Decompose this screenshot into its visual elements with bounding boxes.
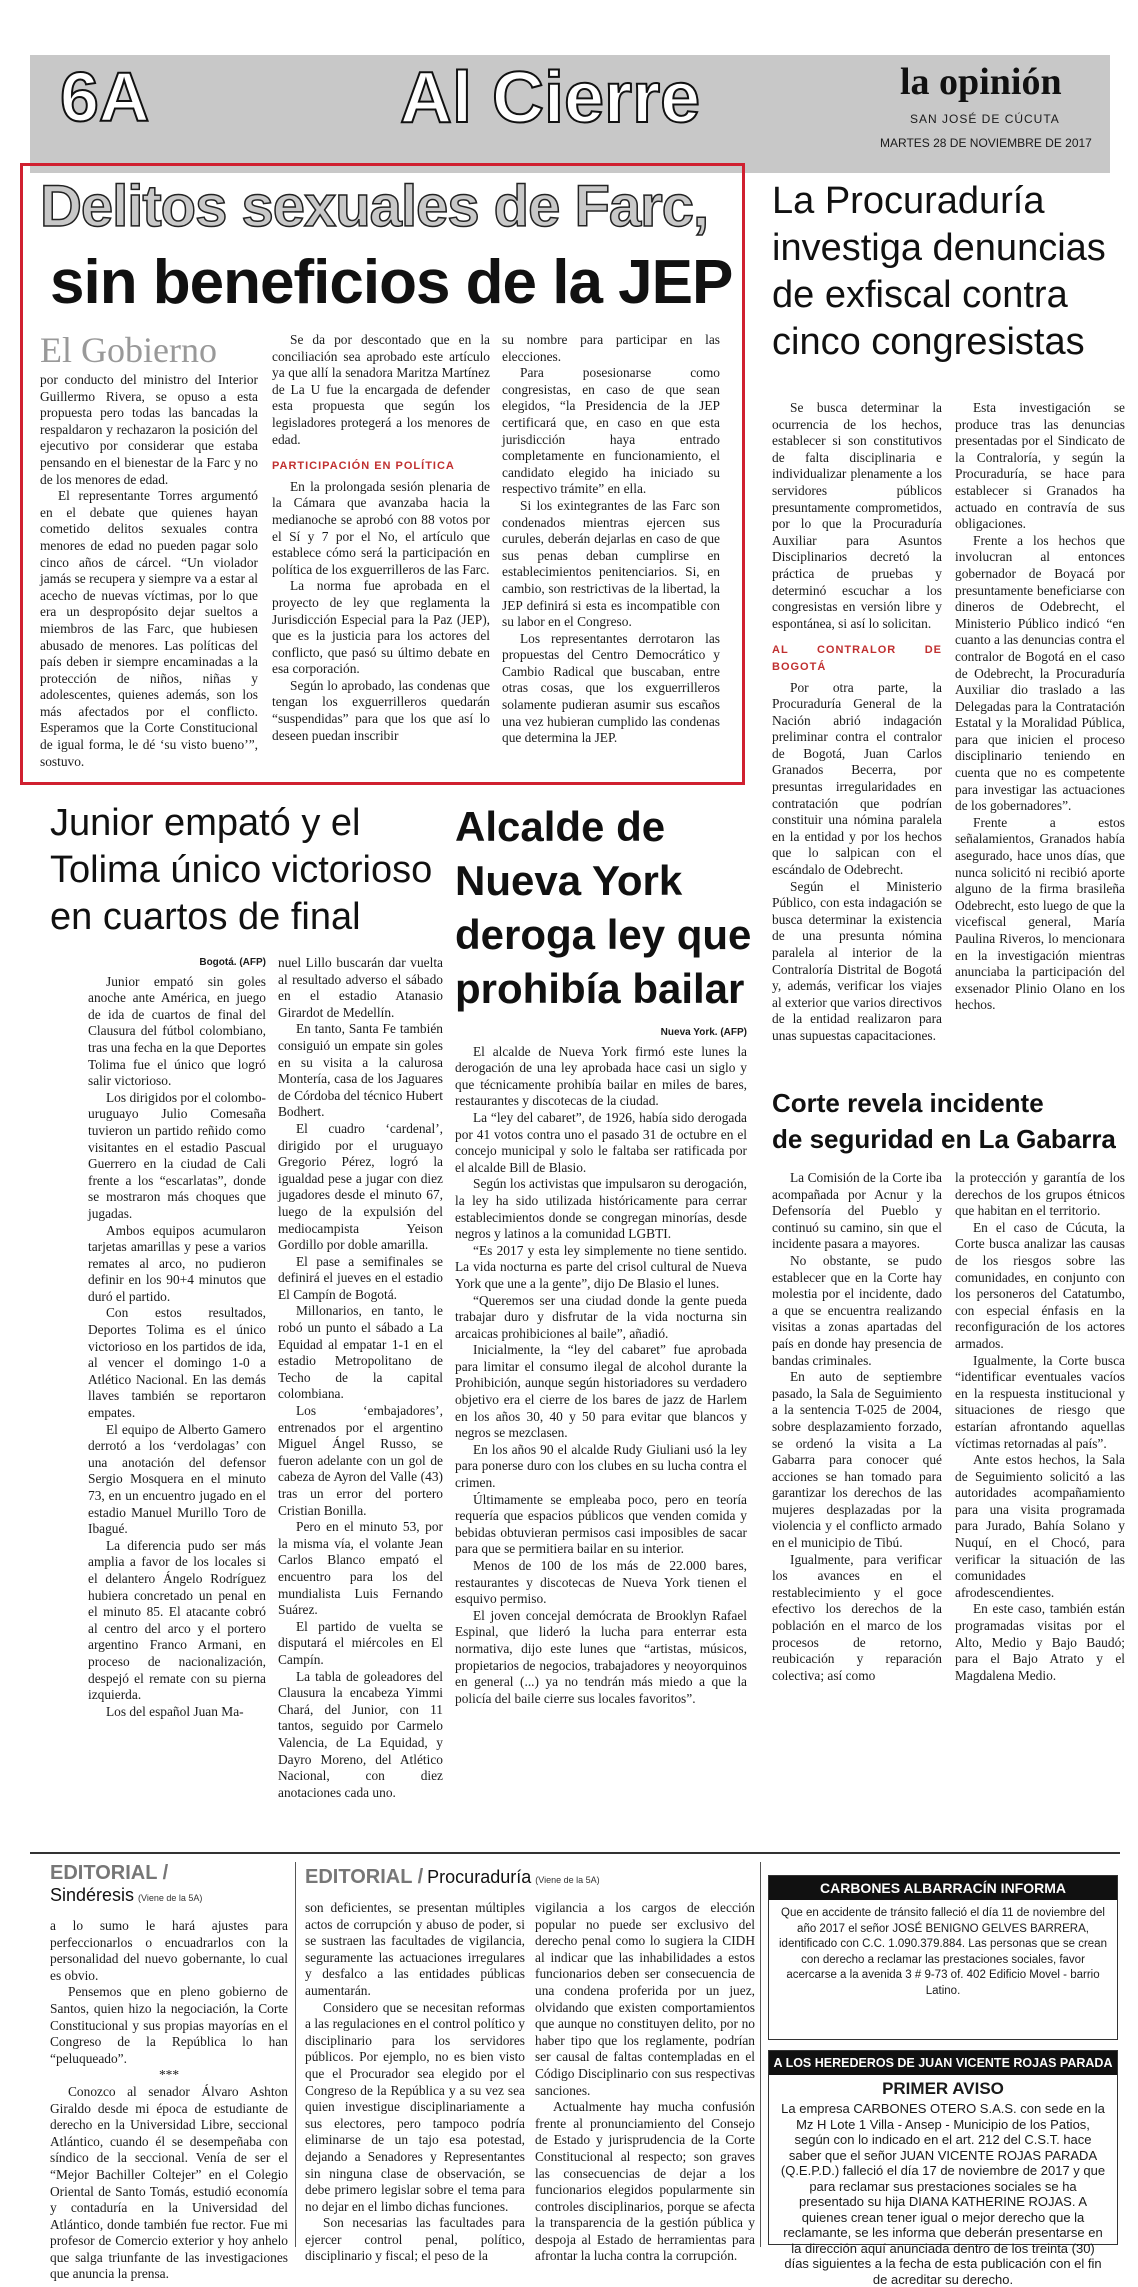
paragraph: En el caso de Cúcuta, la Corte busca analizar las causas de los riesgos sobre las comunidades, en conjunto con los personeros del Catatumbo, con especial énfasis en la reconfiguración de los actores armados. — [955, 1219, 1125, 1351]
paragraph: Los representantes derrotaron las propuestas del Centro Democrático y Cambio Radical que buscaban, entre otras cosas, que los exguerrilleros solamente pudieran asumir sus escaños una vez hubieran cumplido las condenas que determina la JEP. — [502, 630, 720, 746]
paragraph: Los del español Juan Ma- — [106, 1703, 244, 1719]
headline-line: de seguridad en La Gabarra — [772, 1124, 1116, 1154]
paragraph: Frente a los hechos que involucran al entonces gobernador de Boyacá por presuntamente beneficiarse con dineros de Odebrecht, el Ministerio Público indicó “en cuanto a las denuncias contra el contralor de Bogotá en el caso de Odebrecht, la Procuraduría Auxiliar dio traslado a las Delegadas para la Contratación Estatal y la Moralidad Pública, para que inicien el proceso disciplinario teniendo en cuenta que no es competente para investigar las actuaciones de los gobernadores”. — [955, 532, 1125, 814]
notice-title: PRIMER AVISO — [882, 2079, 1004, 2098]
headline-line: Junior empató y el — [50, 802, 361, 844]
paragraph: vigilancia a los cargos de elección popular no puede ser exclusivo del derecho penal como lo sugiera la CIDH al indicar que las inhabilidades a estos funcionarios deben ser consecuencia de una condena proferida por un juez, olvidando que existen comportamientos que aunque no constituyen delito, por no haber tipo que los reglamente, podrían ser causal de faltas contempladas en el Código Disciplinario con sus respectivas sanciones. — [535, 1900, 755, 2098]
paragraph: En la prolongada sesión plenaria de la Cámara que avanzaba hacia la medianoche se aprobó con 88 votos por el Sí y 7 por el No, el artículo que establece cómo será la participación en política de los exguerrilleros de las Farc. — [272, 478, 490, 577]
paragraph: En este caso, también están programadas visitas por el Alto, Medio y Bajo Baudó; para el Bajo Atrato y el Magdalena Medio. — [955, 1601, 1125, 1683]
editorial-procuraduria-column-1 — [305, 1900, 525, 2265]
newspaper-logo: la opinión — [900, 61, 1062, 103]
paragraph: El alcalde de Nueva York firmó este lunes la derogación de una ley aprobada hace casi un siglo y que técnicamente prohibía bailar en miles de bares, restaurantes y discotecas de la ciudad. — [455, 1043, 747, 1109]
paragraph: En los años 90 el alcalde Rudy Giuliani usó la ley para ponerse duro con los clubes en su lucha contra el crimen. — [455, 1441, 747, 1491]
junior-column-2 — [278, 955, 443, 1801]
editorial-sinderesis-header — [50, 1862, 290, 1906]
editorial-procuraduria-header — [305, 1866, 755, 1889]
carbones-albarracin-notice — [768, 1875, 1118, 2040]
paragraph: Para posesionarse como congresistas, en caso de que sean elegidos, “la Presidencia de la JEP certificará que, en caso en que esta jurisdicción haya entrado completamente en funcionamiento, el candidato elegido ha iniciado su respectivo trámite” en ella. — [502, 365, 720, 497]
headline-line: La Procuraduría — [772, 180, 1045, 222]
headline-line: Corte revela incidente — [772, 1088, 1044, 1118]
farc-headline-line2: sin beneficios de la JEP — [50, 248, 733, 317]
paragraph: Pero en el minuto 53, por la misma vía, el volante Jean Carlos Blanco empató el encuentro para los del mundialista Luis Fernando Suárez. — [278, 1519, 443, 1618]
paragraph: La tabla de goleadores del Clausura la encabeza Yimmi Chará, del Junior, con 11 tantos, seguido por Carmelo Valencia, de La Equidad, y Dayro Moreno, del Atlético Nacional, con diez anotaciones cada uno. — [278, 1668, 443, 1800]
section-title: Al Cierre — [400, 58, 701, 138]
paragraph: El cuadro ‘cardenal’, dirigido por el uruguayo Gregorio Pérez, logró la igualdad pese a jugar con diez jugadores desde el minuto 67, luego de la expulsión del mediocampista Yeison Gordillo por doble amarilla. — [278, 1120, 443, 1253]
paragraph: su nombre para participar en las elecciones. — [502, 332, 720, 364]
headline-line: Nueva York — [455, 857, 683, 904]
editorial-label: EDITORIAL / — [305, 1866, 424, 1888]
headline-line: deroga ley que — [455, 911, 752, 958]
paragraph: Los dirigidos por el colombo-uruguayo Julio Comesaña tuvieron un partido reñido como visitantes en el estadio Pascual Guerrero en la ciudad de Cali frente a los “escarlatas”, donde se mostraron más choques que jugadas. — [88, 1089, 266, 1221]
headline-line: Alcalde de — [455, 803, 666, 850]
paragraph: No obstante, se pudo establecer que en la Corte hay molestia por el incidente, dado a que se encuentra realizando visitas a zonas apartadas del país en donde hay presencia de bandas criminales. — [772, 1252, 942, 1368]
paragraph: Son necesarias las facultades para ejercer control penal, político, disciplinario y fiscal; el peso de la — [305, 2215, 525, 2264]
junior-headline — [50, 800, 450, 941]
notice-heading: A LOS HEREDEROS DE JUAN VICENTE ROJAS PARADA — [769, 2051, 1117, 2075]
headline-line: investiga denuncias — [772, 227, 1106, 269]
headline-line: Tolima único victorioso — [50, 849, 433, 891]
paragraph: La Comisión de la Corte iba acompañada por Acnur y la Defensoría del Pueblo y continuó su camino, sin que el incidente pasara a mayores. — [772, 1170, 942, 1252]
continued-note: (Viene de la 5A) — [138, 1893, 203, 1903]
paragraph: Se busca determinar la ocurrencia de los hechos, establecer si son constitutivos de falta disciplinaria e individualizar plenamente a los servidores públicos presuntamente comprometidos, por lo que la Procuraduría Auxiliar para Asuntos Disciplinarios decretó la práctica de pruebas y determinó escuchar a los congresistas en versión libre y espontánea, si así lo solicitan. — [772, 400, 942, 631]
paragraph: La diferencia pudo ser más amplia a favor de los locales si el delantero Ángelo Rodríguez hubiera concretado un penal en el minuto 85. El atacante cobró al centro del arco y el portero argentino Franco Armani, en proceso de nacionalización, despejó el remate con su pierna izquierda. — [88, 1537, 266, 1703]
paragraph: Ambos equipos acumularon tarjetas amarillas y pese a varios remates al arco, no pudieron definir en los 90+4 minutos que duró el partido. — [88, 1222, 266, 1304]
paragraph: Si los exintegrantes de las Farc son condenados mientras ejercen sus curules, deberán dejarlas en caso de que sus penas deban cumplirse en establecimientos penitenciarios. Si, en cambio, son restrictivas de la libertad, la JEP definirá si esta es incompatible con su labor en el Congreso. — [502, 497, 720, 630]
junior-column-1 — [88, 955, 266, 1720]
paragraph: La “ley del cabaret”, de 1926, había sido derogada por 41 votos contra uno el pasado 31 de octubre en el concejo municipal y solo le faltaba ser ratificada por el alcalde Bill de Blasio. — [455, 1109, 747, 1175]
paragraph: El equipo de Alberto Gamero derrotó a los ‘verdolagas’ con una anotación del defensor Sergio Mosquera en el minuto 73, en un encuentro jugado en el estadio Manuel Murillo Toro de Ibagué. — [88, 1421, 266, 1537]
paragraph: Frente a estos señalamientos, Granados había asegurado, hace unos días, que nunca solicitó ni recibió aporte alguno de la firma brasileña Odebrecht, esto luego de que la vicefiscal general, María Paulina Riveros, lo mencionara en la investigación mientras anunciaba la participación del exsenador Plinio Olano en los hechos. — [955, 814, 1125, 1013]
masthead-city: SAN JOSÉ DE CÚCUTA — [910, 112, 1060, 126]
paragraph: Igualmente, la Corte busca “identificar eventuales vacíos en la respuesta institucional y situaciones de riesgo que estarían afrontando aquellas víctimas retornadas al país”. — [955, 1352, 1125, 1451]
procuraduria-column-2 — [955, 400, 1125, 1014]
section-divider — [30, 1852, 1120, 1854]
paragraph: Millonarios, en tanto, le robó un punto el sábado a La Equidad al empatar 1-1 en el estadio Metropolitano de Techo de la capital colombiana. — [278, 1303, 443, 1402]
notice-body: Que en accidente de tránsito falleció el día 11 de noviembre del año 2017 el señor JOSÉ BENIGNO GELVES BARRERA, identificado con C.C. 1.090.379.884. Las personas que se crean con derecho a reclamar las prestaciones sociales, favor acercarse a la avenida 3 # 9-73 of. 402 Edificio Movel - barrio Latino. — [779, 1907, 1107, 1997]
headline-line: cinco congresistas — [772, 321, 1085, 363]
headline-line: en cuartos de final — [50, 896, 361, 938]
paragraph: “Queremos ser una ciudad donde la gente pueda trabajar duro y disfrutar de la vida nocturna sin arcaicas prohibiciones al baile”, añadió. — [455, 1292, 747, 1341]
paragraph: El representante Torres argumentó en el debate que quienes hayan cometido delitos sexuales contra menores de edad no pueden pagar solo cinco años de cárcel. “Un violador jamás se recupera y siempre va a estar al acecho de nuevas víctimas, por lo que era un despropósito dejar sueltos a miembros de las Farc, que hubiesen abusado de menores. Las políticas del país deben ir siempre encaminadas a la protección de niños, niñas y adolescentes, quienes además, son los más afectados por el conflicto. Esperamos que la Corte Constitucional de igual forma, le dé ‘su visto bueno’”, sostuvo. — [40, 488, 258, 769]
column-divider — [760, 1862, 761, 2247]
junior-dateline: Bogotá. (AFP) — [199, 957, 266, 968]
farc-headline-line1: Delitos sexuales de Farc, — [40, 174, 709, 239]
editorial-label: EDITORIAL / — [50, 1862, 169, 1884]
headline-line: de exfiscal contra — [772, 274, 1068, 316]
editorial-title: Sindéresis — [50, 1885, 135, 1905]
page-number: 6A — [60, 58, 150, 136]
editorial-sinderesis-body — [50, 1918, 288, 2283]
paragraph: Esta investigación se produce tras las denuncias presentadas por el Sindicato de la Contraloría, y según la Procuraduría, se hace para establecer si Granados ha actuado en contravía de sus obligaciones. — [955, 400, 1125, 532]
column-divider — [295, 1862, 296, 2247]
paragraph: El pase a semifinales se definirá el jueves en el estadio El Campín de Bogotá. — [278, 1253, 443, 1302]
paragraph: El partido de vuelta se disputará el miércoles en El Campín. — [278, 1618, 443, 1667]
headline-line: prohibía bailar — [455, 965, 745, 1012]
paragraph: Según lo aprobado, las condenas que tengan los exguerrilleros quedarán “suspendidas” para que los que así lo deseen puedan inscribir — [272, 677, 490, 743]
farc-column-3 — [502, 332, 720, 747]
paragraph: Según los activistas que impulsaron su derogación, la ley ha sido utilizada históricamente para cerrar establecimientos donde se congregan minorías, desde negros y latinos a la comunidad LGBTI. — [455, 1176, 747, 1242]
paragraph: nuel Lillo buscarán dar vuelta al resultado adverso el sábado en el estadio Atanasio Girardot de Medellín. — [278, 955, 443, 1020]
farc-kicker: El Gobierno — [40, 330, 217, 370]
farc-column-2 — [272, 332, 490, 744]
paragraph: la protección y garantía de los derechos de los grupos étnicos que habitan en el territorio. — [955, 1170, 1125, 1219]
gabarra-column-2 — [955, 1170, 1125, 1684]
masthead-date: MARTES 28 DE NOVIEMBRE DE 2017 — [880, 136, 1092, 150]
paragraph: Conozco al senador Álvaro Ashton Giraldo desde mi época de estudiante de derecho en la Universidad Libre, seccional Atlántico, cuando él se desempeñaba con síndico de la seccional. Venía de ser el “Mejor Bachiller Coltejer” en el Colegio Oriental de Santo Tomás, estudió economía y contaduría en la Universidad del Atlántico, donde también fue rector. Fue mi profesor de Comercio exterior y hoy anhelo que salga triunfante de las investigaciones que anuncia la prensa. — [50, 2083, 288, 2282]
paragraph: En tanto, Santa Fe también consiguió un empate sin goles en su visita a la calurosa Montería, casa de los Jaguares de Córdoba del técnico Hubert Bodhert. — [278, 1021, 443, 1120]
notice-title: CARBONES ALBARRACÍN INFORMA — [769, 1876, 1117, 1900]
paragraph: Junior empató sin goles anoche ante América, en juego de ida de cuartos de final del Clausura del fútbol colombiano, tras una fecha en la que Deportes Tolima fue el único que logró salir victorioso. — [88, 973, 266, 1089]
paragraph: son deficientes, se presentan múltiples actos de corrupción y abuso de poder, si se sustraen las facultades de vigilancia, seguramente las actuaciones irregulares y desfalco a las entidades públicas aumentarán. — [305, 1900, 525, 1998]
paragraph: Pensemos que en pleno gobierno de Santos, quien hizo la negociación, la Corte Constitucional y sus propias mayorías en el Congreso de la República lo han “peluqueado”. — [50, 1984, 288, 2066]
editorial-procuraduria-column-2 — [535, 1900, 755, 2265]
procuraduria-headline — [772, 178, 1122, 366]
paragraph: Por otra parte, la Procuraduría General de la Nación abrió indagación preliminar contra el contralor de Bogotá, Juan Carlos Granados Becerra, por presuntas irregularidades en contratación que podrían constituir una nómina paralela en la entidad y por los hechos que lo salpican con el escándalo de Odebrecht. — [772, 679, 942, 878]
nyc-dateline: Nueva York. (AFP) — [660, 1027, 747, 1038]
continued-note: (Viene de la 5A) — [535, 1875, 600, 1885]
carbones-otero-notice — [768, 2050, 1118, 2287]
paragraph: Los ‘embajadores’, entrenados por el argentino Miguel Ángel Russo, se fueron adelante con un gol de cabeza de Ayron del Valle (43) tras un error del portero Cristian Bonilla. — [278, 1403, 443, 1518]
paragraph: por conducto del ministro del Interior Guillermo Rivera, se opuso a esta propuesta pero todas las bancadas la respaldaron y rechazaron la posición del ejecutivo por considerar que estaba pensando en el bienestar de la Farc y no de los menores de edad. — [40, 372, 258, 487]
paragraph: Se da por descontado que en la conciliación sea aprobado este artículo ya que allí la senadora Maritza Martínez de La U fue la encargada de defender esta propuesta que según los legisladores protegerá a los menores de edad. — [272, 332, 490, 447]
paragraph: Igualmente, para verificar los avances en el restablecimiento y el goce efectivo los derechos de la población en el marco de los procesos de retorno, reubicación y reparación colectiva; así como — [772, 1551, 942, 1683]
paragraph: a lo sumo le hará ajustes para perfeccionarlos o encuadrarlos con la personalidad del nuevo gobernante, lo cual es obvio. — [50, 1918, 288, 1983]
nyc-headline — [455, 800, 755, 1016]
editorial-title: Procuraduría — [427, 1867, 532, 1887]
paragraph: “Es 2017 y esta ley simplemente no tiene sentido. La vida nocturna es parte del crisol cultural de Nueva York que une a la gente”, dijo De Blasio el lunes. — [455, 1242, 747, 1291]
paragraph: El joven concejal demócrata de Brooklyn Rafael Espinal, que lideró la lucha para enterrar esta normativa, dijo este lunes que “artistas, músicos, propietarios de negocios, trabajadores y neoyorquinos en general (...) ya no tendrán más miedo a que la policía del baile cierre sus locales favoritos”. — [455, 1607, 747, 1706]
paragraph: Menos de 100 de los más de 22.000 bares, restaurantes y discotecas de Nueva York tienen el esquivo permiso. — [455, 1558, 747, 1607]
notice-body: La empresa CARBONES OTERO S.A.S. con sede en la Mz H Lote 1 Villa - Ansep - Municipio de los Patios, según con lo indicado en el art. 212 del C.S.T. hace saber que el señor JUAN VICENTE ROJAS PARADA (Q.E.P.D.) falleció el día 17 de noviembre de 2017 y que para reclamar sus prestaciones sociales se ha presentado su hija DIANA KATHERINE ROJAS. A quienes crean tener igual o mejor derecho que la reclamante, se les informa que deberán presentarse en la dirección aquí anunciada dentro de los treinta (30) días siguientes a la fecha de esta publicación con el fin de acreditar su derecho. — [780, 2101, 1106, 2287]
paragraph: La norma fue aprobada en el proyecto de ley que reglamenta la Jurisdicción Especial para la Paz (JEP), que es la justicia para los actores del conflicto, que pasó su último debate en esa corporación. — [272, 578, 490, 677]
farc-column-1 — [40, 332, 258, 770]
procuraduria-column-1 — [772, 400, 942, 1045]
farc-subhead: PARTICIPACIÓN EN POLÍTICA — [272, 460, 455, 473]
paragraph: Considero que se necesitan reformas a las regulaciones en el control político y disciplinario para los servidores públicos. Por ejemplo, no es bien visto que el Procurador sea elegido por el Congreso de la República y a su vez sea quien investigue disciplinariamente a sus electores, pero tampoco podría eliminarse de un tajo esa potestad, dejando a Senadores y Representantes sin ninguna clase de observación, se debe primero legislar sobre el tema para no dejar en el limbo dichas funciones. — [305, 1999, 525, 2214]
gabarra-headline — [772, 1085, 1122, 1157]
paragraph: Con estos resultados, Deportes Tolima es el único victorioso en los partidos de ida, al vencer el domingo 1-0 a Atlético Nacional. En las demás llaves también se reportaron empates. — [88, 1305, 266, 1421]
separator: *** — [158, 2067, 180, 2083]
procuraduria-subhead: AL CONTRALOR DE BOGOTÁ — [772, 644, 942, 673]
paragraph: Según el Ministerio Público, con esta indagación se busca determinar la existencia de una presunta nómina paralela al interior de la Contraloría Distrital de Bogotá y, además, verificar los viajes al exterior que varios directivos de la entidad realizaron para unas supuestas capacitaciones. — [772, 878, 942, 1043]
gabarra-column-1 — [772, 1170, 942, 1684]
paragraph: En auto de septiembre pasado, la Sala de Seguimiento a la sentencia T-025 de 2004, sobre desplazamiento forzado, se ordenó la visita a La Gabarra para conocer qué acciones se han tomado para garantizar los derechos de las mujeres desplazadas por la violencia y el conflicto armado en el municipio de Tibú. — [772, 1369, 942, 1551]
paragraph: Últimamente se empleaba poco, pero en teoría requería que espacios públicos que venden comida y bebidas obtuvieran permisos casi imposibles de sacar para que se permitiera bailar en su interior. — [455, 1491, 747, 1557]
paragraph: Ante estos hechos, la Sala de Seguimiento solicitó a las autoridades acompañamiento para una visita programada para Jurado, Bahía Solano y Nuquí, en el Chocó, para verificar la situación de las comunidades afrodescendientes. — [955, 1452, 1125, 1600]
nyc-body — [455, 1025, 747, 1707]
paragraph: Inicialmente, la “ley del cabaret” fue aprobada para limitar el consumo ilegal de alcohol durante la Prohibición, aunque según historiadores su verdadero objetivo era el cierre de los bares de jazz de Harlem en los años 30, 40 y 50 para evitar que blancos y negros se mezclasen. — [455, 1342, 747, 1441]
paragraph: Actualmente hay mucha confusión frente al pronunciamiento del Consejo de Estado y jurisprudencia de la Corte Constitucional al respecto; son graves las consecuencias de dejar a los funcionarios elegidos popularmente sin controles disciplinarios, porque se afecta la transparencia de la gestión pública y despoja al Estado de herramientas para afrontar la lucha contra la corrupción. — [535, 2099, 755, 2264]
